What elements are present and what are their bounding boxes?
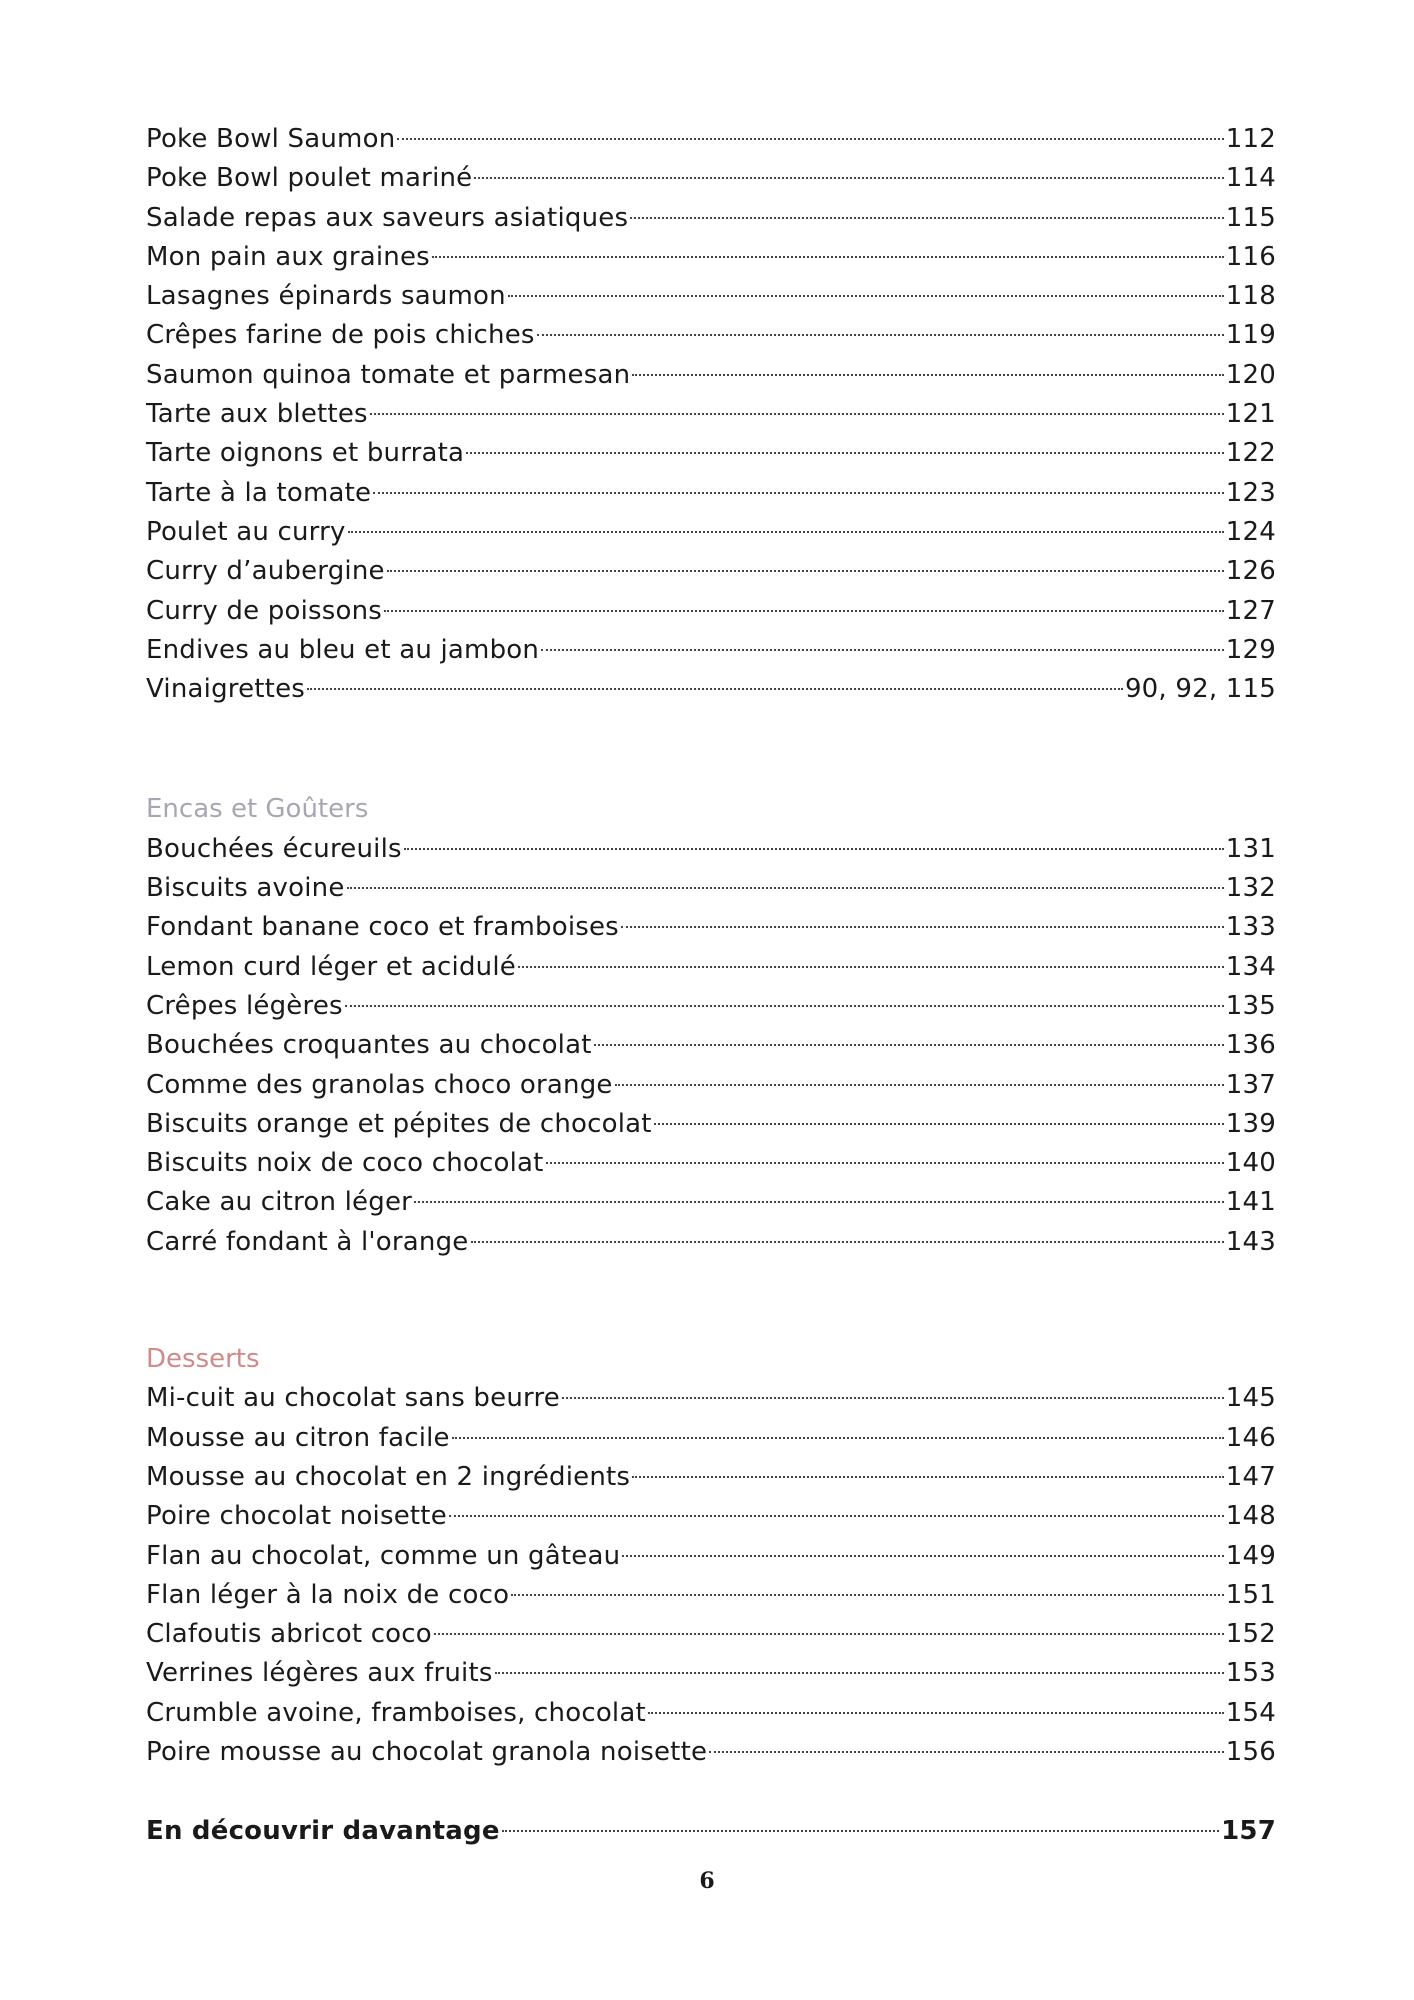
toc-entry-title: Cake au citron léger: [146, 1187, 413, 1218]
toc-entry-title: Flan léger à la noix de coco: [146, 1579, 510, 1610]
toc-entry-title: Poire mousse au chocolat granola noisette: [146, 1736, 708, 1767]
toc-entry-page: 131: [1225, 833, 1276, 864]
toc-entry-page: 140: [1225, 1148, 1276, 1179]
toc-entry-page: 90, 92, 115: [1124, 674, 1276, 705]
toc-entry-page: 135: [1225, 990, 1276, 1021]
dot-leader: [621, 926, 1224, 928]
dot-leader: [615, 1084, 1224, 1086]
toc-entry: [146, 159, 1276, 198]
dot-leader: [452, 1437, 1224, 1439]
toc-entry-title: Clafoutis abricot coco: [146, 1619, 432, 1650]
toc-entry: [146, 1615, 1276, 1654]
dot-leader: [384, 610, 1224, 612]
toc-entry: [146, 356, 1276, 395]
toc-entry-title: Bouchées écureuils: [146, 833, 402, 864]
toc-entry: [146, 1105, 1276, 1144]
dot-leader: [594, 1044, 1224, 1046]
toc-entry-title: Comme des granolas choco orange: [146, 1069, 613, 1100]
dot-leader: [347, 887, 1224, 889]
toc-entry-title: Crêpes légères: [146, 990, 343, 1021]
toc-entry: [146, 1694, 1276, 1733]
dot-leader: [474, 177, 1223, 179]
dot-leader: [432, 256, 1224, 258]
toc-entry-page: 126: [1225, 556, 1276, 587]
toc-entry: [146, 1497, 1276, 1536]
toc-section-main-dishes: [146, 120, 1276, 709]
dot-leader: [502, 1830, 1219, 1832]
toc-entry-title: Verrines légères aux fruits: [146, 1658, 493, 1689]
dot-leader: [373, 492, 1224, 494]
toc-entry-title: Tarte à la tomate: [146, 477, 372, 508]
toc-entry-title: Salade repas aux saveurs asiatiques: [146, 202, 629, 233]
toc-entry: [146, 1379, 1276, 1418]
dot-leader: [345, 1005, 1224, 1007]
toc-entry: [146, 1458, 1276, 1497]
dot-leader: [397, 138, 1223, 140]
dot-leader: [414, 1201, 1224, 1203]
toc-section-encas: [146, 790, 1276, 1262]
toc-entry: [146, 830, 1276, 869]
toc-entry: [146, 434, 1276, 473]
toc-entry: [146, 238, 1276, 277]
toc-entry: [146, 395, 1276, 434]
dot-leader: [434, 1633, 1224, 1635]
toc-entry-title: Poke Bowl Saumon: [146, 124, 396, 154]
dot-leader: [518, 966, 1224, 968]
toc-entry: [146, 1733, 1276, 1772]
toc-entry-title: Biscuits noix de coco chocolat: [146, 1148, 544, 1179]
section-heading-desserts: Desserts: [146, 1344, 260, 1375]
spacer: [146, 1772, 1276, 1812]
toc-entry-page: 154: [1225, 1697, 1276, 1728]
dot-leader: [632, 1476, 1224, 1478]
toc-entry-page: 122: [1225, 438, 1276, 469]
toc-entry: [146, 513, 1276, 552]
toc-entry: [146, 474, 1276, 513]
toc-entry-title: Poire chocolat noisette: [146, 1501, 447, 1532]
toc-entry: [146, 670, 1276, 709]
toc-entry: [146, 120, 1276, 159]
toc-entry-page: 143: [1225, 1226, 1276, 1257]
toc-entry-page: 118: [1225, 281, 1276, 312]
dot-leader: [709, 1751, 1224, 1753]
toc-entry-page: 112: [1225, 124, 1276, 154]
toc-entry-title: Fondant banane coco et framboises: [146, 912, 619, 943]
toc-entry-title: Tarte aux blettes: [146, 399, 368, 430]
toc-entry-title: Mousse au chocolat en 2 ingrédients: [146, 1461, 631, 1492]
dot-leader: [508, 295, 1224, 297]
dot-leader: [471, 1241, 1224, 1243]
toc-entry-page: 115: [1225, 202, 1276, 233]
page-number: 6: [699, 1868, 715, 1894]
toc-entry-title: Curry de poissons: [146, 595, 383, 626]
toc-entry: [146, 552, 1276, 591]
dot-leader: [630, 217, 1224, 219]
toc-entry-page: 157: [1221, 1816, 1276, 1847]
toc-entry-title: Curry d’aubergine: [146, 556, 385, 587]
toc-entry-page: 137: [1225, 1069, 1276, 1100]
dot-leader: [307, 688, 1123, 690]
toc-entry-page: 134: [1225, 951, 1276, 982]
dot-leader: [404, 848, 1224, 850]
toc-entry: [146, 277, 1276, 316]
dot-leader: [654, 1123, 1224, 1125]
toc-entry-page: 141: [1225, 1187, 1276, 1218]
toc-entry: [146, 1144, 1276, 1183]
toc-entry-title: Poke Bowl poulet mariné: [146, 163, 473, 194]
dot-leader: [632, 374, 1223, 376]
toc-entry-title: Mi-cuit au chocolat sans beurre: [146, 1383, 560, 1414]
toc-entry-title: Biscuits orange et pépites de chocolat: [146, 1108, 652, 1139]
dot-leader: [541, 649, 1224, 651]
dot-leader: [370, 413, 1224, 415]
toc-entry-page: 156: [1225, 1736, 1276, 1767]
dot-leader: [648, 1712, 1224, 1714]
toc-entry: [146, 316, 1276, 355]
toc-entry-title: Lasagnes épinards saumon: [146, 281, 506, 312]
toc-entry-title: Mon pain aux graines: [146, 241, 430, 272]
dot-leader: [466, 452, 1224, 454]
toc-entry-page: 152: [1225, 1619, 1276, 1650]
toc-entry-page: 129: [1225, 634, 1276, 665]
toc-entry-page: 145: [1225, 1383, 1276, 1414]
toc-entry: [146, 631, 1276, 670]
toc-entry: [146, 1537, 1276, 1576]
toc-entry-page: 132: [1225, 873, 1276, 904]
dot-leader: [562, 1397, 1224, 1399]
toc-entry: [146, 1223, 1276, 1262]
toc-entry-title: Lemon curd léger et acidulé: [146, 951, 516, 982]
toc-entry-page: 153: [1225, 1658, 1276, 1689]
dot-leader: [348, 531, 1224, 533]
toc-entry-page: 151: [1225, 1579, 1276, 1610]
toc-entry-page: 120: [1225, 359, 1276, 390]
toc-entry-title: Flan au chocolat, comme un gâteau: [146, 1540, 621, 1571]
toc-entry-title: Crêpes farine de pois chiches: [146, 320, 535, 351]
dot-leader: [622, 1555, 1223, 1557]
dot-leader: [511, 1594, 1224, 1596]
toc-entry-title: Poulet au curry: [146, 516, 346, 547]
toc-entry-page: 124: [1225, 516, 1276, 547]
toc-entry: [146, 1419, 1276, 1458]
toc-entry: [146, 1654, 1276, 1693]
toc-entry-title: Saumon quinoa tomate et parmesan: [146, 359, 631, 390]
toc-entry-page: 123: [1225, 477, 1276, 508]
toc-entry: [146, 948, 1276, 987]
toc-entry-page: 136: [1225, 1030, 1276, 1061]
dot-leader: [546, 1162, 1224, 1164]
toc-entry: [146, 869, 1276, 908]
toc-entry: [146, 987, 1276, 1026]
toc-entry-title: Mousse au citron facile: [146, 1422, 450, 1453]
toc-entry-page: 139: [1225, 1108, 1276, 1139]
dot-leader: [495, 1672, 1224, 1674]
toc-entry: [146, 1576, 1276, 1615]
toc-entry-page: 119: [1225, 320, 1276, 351]
toc-entry-title: Crumble avoine, framboises, chocolat: [146, 1697, 646, 1728]
toc-entry-more: [146, 1812, 1276, 1851]
toc-entry-page: 146: [1225, 1422, 1276, 1453]
toc-entry-page: 147: [1225, 1461, 1276, 1492]
toc-entry: [146, 1026, 1276, 1065]
toc-entry-page: 116: [1225, 241, 1276, 272]
toc-entry: [146, 592, 1276, 631]
spacer: [146, 1262, 1276, 1340]
toc-entry-title: Vinaigrettes: [146, 674, 306, 705]
toc-entry-title: Endives au bleu et au jambon: [146, 634, 540, 665]
toc-section-desserts: [146, 1340, 1276, 1772]
toc-entry-page: 114: [1225, 163, 1276, 194]
table-of-contents: [146, 120, 1276, 1852]
toc-entry-page: 148: [1225, 1501, 1276, 1532]
dot-leader: [387, 570, 1224, 572]
toc-entry-page: 127: [1225, 595, 1276, 626]
toc-entry-title: Carré fondant à l'orange: [146, 1226, 469, 1257]
toc-entry-title: Bouchées croquantes au chocolat: [146, 1030, 592, 1061]
toc-entry-page: 149: [1225, 1540, 1276, 1571]
toc-entry: [146, 1066, 1276, 1105]
toc-entry-title: Tarte oignons et burrata: [146, 438, 465, 469]
toc-entry-page: 133: [1225, 912, 1276, 943]
spacer: [146, 709, 1276, 790]
toc-entry-page: 121: [1225, 399, 1276, 430]
toc-entry: [146, 908, 1276, 947]
dot-leader: [449, 1515, 1224, 1517]
toc-entry: [146, 1183, 1276, 1222]
dot-leader: [537, 334, 1224, 336]
toc-entry-title: En découvrir davantage: [146, 1816, 500, 1847]
section-heading-encas: Encas et Goûters: [146, 794, 369, 825]
toc-entry: [146, 199, 1276, 238]
toc-entry-title: Biscuits avoine: [146, 873, 345, 904]
